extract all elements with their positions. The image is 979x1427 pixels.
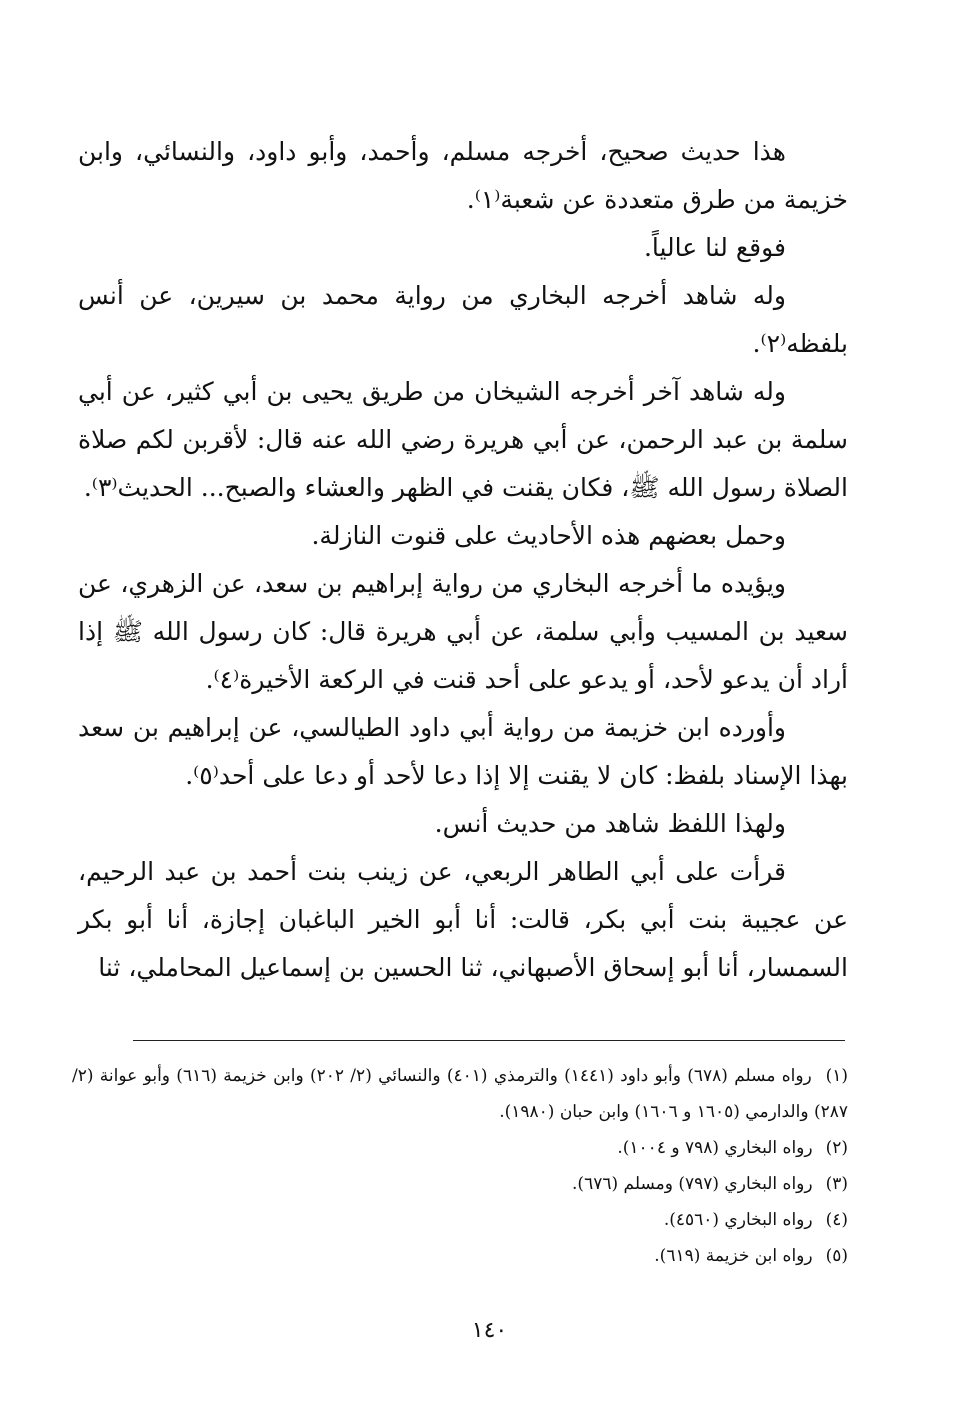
paragraph: ولهذا اللفظ شاهد من حديث أنس. [434, 809, 786, 838]
footnote [72, 1058, 848, 1130]
footnote-separator [133, 1040, 845, 1041]
footnote-text: رواه مسلم (٦٧٨) وأبو داود (١٤٤١) والترمذي (٤٠١) والنسائي (٢/ ٢٠٢) وابن خزيمة (٦١٦) وأبو عوانة (٢/ ٢٨٧) والدارمي (١٦٠٥ و ١٦٠٦) وابن حبان (١٩٨٠). [72, 1066, 848, 1122]
footnote-number: (١) [825, 1066, 849, 1086]
footnote-text: رواه البخاري (٧٩٧) ومسلم (٦٧٦). [572, 1174, 813, 1194]
footnote-number: (٤) [825, 1210, 848, 1230]
footnote [72, 1202, 848, 1238]
main-text [78, 128, 848, 992]
paragraph: ويؤيده ما أخرجه البخاري من رواية إبراهيم بن سعد، عن الزهري، عن سعيد بن المسيب وأبي سلمة، عن أبي هريرة قال: كان رسول الله ﷺ إذا أراد أن يدعو لأحد، أو يدعو على أحد قنت في الركعة الأخيرة⁽٤⁾. [78, 569, 848, 694]
footnote-number: (٥) [825, 1246, 848, 1266]
footnote [72, 1238, 848, 1274]
paragraph: وأورده ابن خزيمة من رواية أبي داود الطيالسي، عن إبراهيم بن سعد بهذا الإسناد بلفظ: كان لا يقنت إلا إذا دعا لأحد أو دعا على أحد⁽٥⁾. [78, 713, 848, 790]
paragraph: وله شاهد آخر أخرجه الشيخان من طريق يحيى بن أبي كثير، عن أبي سلمة بن عبد الرحمن، عن أبي هريرة رضي الله عنه قال: لأقربن لكم صلاة الصلاة رسول الله ﷺ، فكان يقنت في الظهر والعشاء والصبح... الحديث⁽٣⁾. [78, 377, 848, 502]
footnotes [72, 1058, 848, 1274]
paragraph: وله شاهد أخرجه البخاري من رواية محمد بن سيرين، عن أنس بلفظه⁽٢⁾. [78, 281, 848, 358]
paragraph: هذا حديث صحيح، أخرجه مسلم، وأحمد، وأبو داود، والنسائي، وابن خزيمة من طرق متعددة عن شعبة⁽١⁾. [78, 137, 848, 214]
paragraph: وحمل بعضهم هذه الأحاديث على قنوت النازلة. [311, 521, 786, 550]
footnote-number: (٣) [825, 1174, 848, 1194]
paragraph: فوقع لنا عالياً. [643, 233, 786, 262]
footnote-text: رواه ابن خزيمة (٦١٩). [654, 1246, 813, 1266]
page-number: ١٤٠ [471, 1318, 508, 1343]
footnote-text: رواه البخاري (٤٥٦٠). [663, 1210, 813, 1230]
footnote-number: (٢) [825, 1138, 848, 1158]
footnote [72, 1166, 848, 1202]
paragraph: قرأت على أبي الطاهر الربعي، عن زينب بنت أحمد بن عبد الرحيم، عن عجيبة بنت أبي بكر، قالت: أنا أبو الخير الباغبان إجازة، أنا أبو بكر السمسار، أنا أبو إسحاق الأصبهاني، ثنا الحسين بن إسماعيل المحاملي، ثنا [78, 857, 848, 982]
footnote-text: رواه البخاري (٧٩٨ و ١٠٠٤). [617, 1138, 813, 1158]
footnote [72, 1130, 848, 1166]
